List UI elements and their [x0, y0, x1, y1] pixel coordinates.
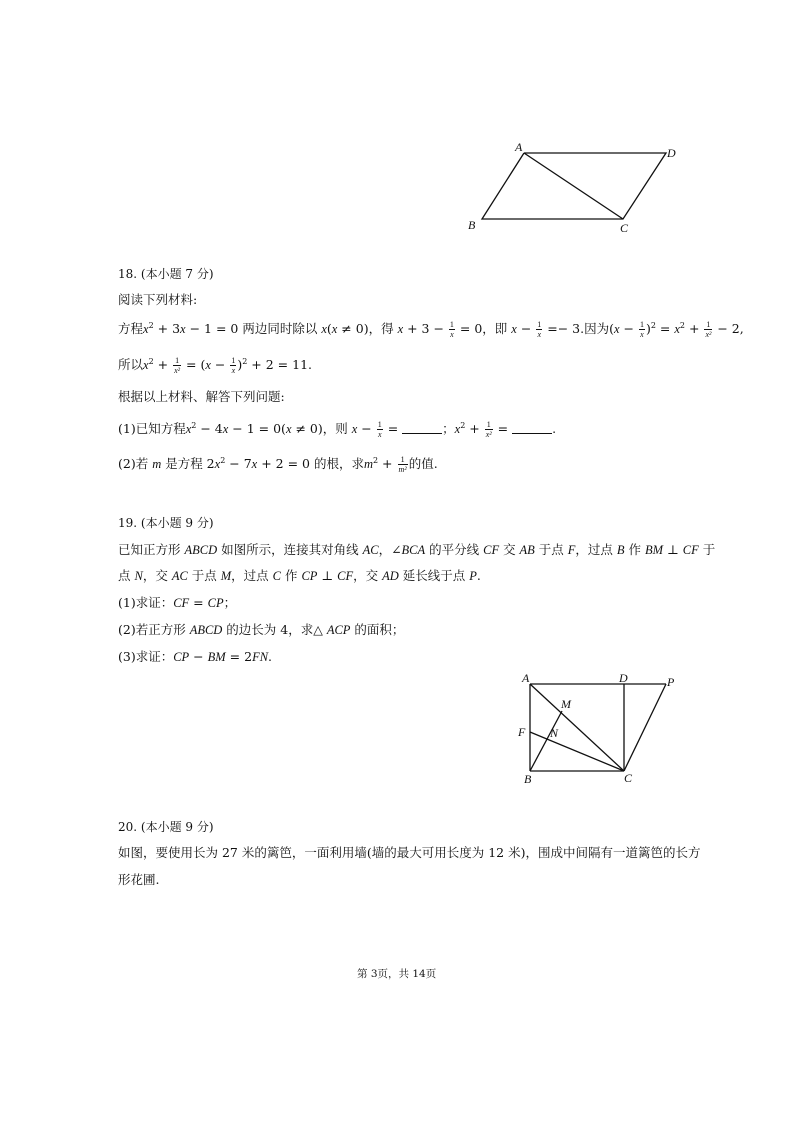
label-F: F: [518, 725, 526, 739]
q18-material-line1: 方程$x^2 + 3x - 1 = 0$ 两边同时除以 x(x ≠ 0)，得 x + 3 − $\frac{1}{x}$ = 0，即 x − $\frac{1}{x}$ =− 3.因为(x − $\frac{1}{x}$ )$^2 = x^2$ + $\frac{1}{\text{x²}}$ − 2,: [118, 320, 744, 339]
label-D: D: [619, 671, 628, 685]
label-D: D: [667, 146, 676, 160]
q18-material-line2: 所以$x^2$ + $\frac{1}{\text{x²}}$ = (x − $\frac{1}{x}$ )$^2$ + 2 = 11.: [118, 356, 313, 375]
q19-part2: (2)若正方形 ABCD 的边长为 4，求△ ACP 的面积；: [118, 622, 405, 637]
answer-blank-2[interactable]: [512, 423, 552, 434]
label-B: B: [468, 218, 476, 232]
q19-part1: (1)求证：CF = CP；: [118, 595, 237, 610]
answer-blank-1[interactable]: [402, 423, 442, 434]
label-A: A: [522, 671, 530, 685]
q20-line2: 形花圃.: [118, 872, 160, 887]
q18-part1: (1)已知方程$x^2 - 4x - 1 = 0(x \ne 0)$，则 x − $\frac{1}{x}$ = ；$x^2$ + $\frac{1}{\text{x²}}$ = .: [118, 420, 557, 439]
label-P: P: [667, 675, 675, 689]
parallelogram-figure: [460, 138, 690, 238]
label-A: A: [515, 140, 523, 154]
q20-line1: 如图，要使用长为 27 米的篱笆，一面利用墙(墙的最大可用长度为 12 米)，围成中间隔有一道篱笆的长方: [118, 845, 701, 860]
label-N: N: [550, 726, 559, 740]
label-C: C: [620, 221, 629, 235]
q18-header: 18. (本小题 7 分): [118, 267, 214, 281]
q19-stem-line2: 点 N，交 AC 于点 M，过点 C 作 CP ⊥ CF，交 AD 延长线于点 P.: [118, 568, 481, 583]
square-figure: [512, 668, 687, 788]
q19-stem-line1: 已知正方形 ABCD 如图所示，连接其对角线 AC，∠BCA 的平分线 CF 交 AB 于点 F，过点 B 作 BM ⊥ CF 于: [118, 542, 716, 557]
label-B: B: [524, 772, 532, 786]
q19-header: 19. (本小题 9 分): [118, 516, 214, 530]
q18-instruction: 根据以上材料、解答下列问题:: [118, 389, 285, 404]
label-C: C: [624, 771, 633, 785]
page-footer: 第 3页，共 14页: [357, 968, 437, 980]
q19-part3: (3)求证：CP − BM = 2FN.: [118, 649, 273, 664]
q18-part2: (2)若 m 是方程 $2x^2 - 7x + 2 = 0$ 的根，求$m^2$ + $\frac{1}{\text{m²}}$ 的值.: [118, 455, 438, 474]
q18-intro: 阅读下列材料:: [118, 292, 198, 307]
q20-header: 20. (本小题 9 分): [118, 820, 214, 834]
label-M: M: [561, 697, 571, 711]
